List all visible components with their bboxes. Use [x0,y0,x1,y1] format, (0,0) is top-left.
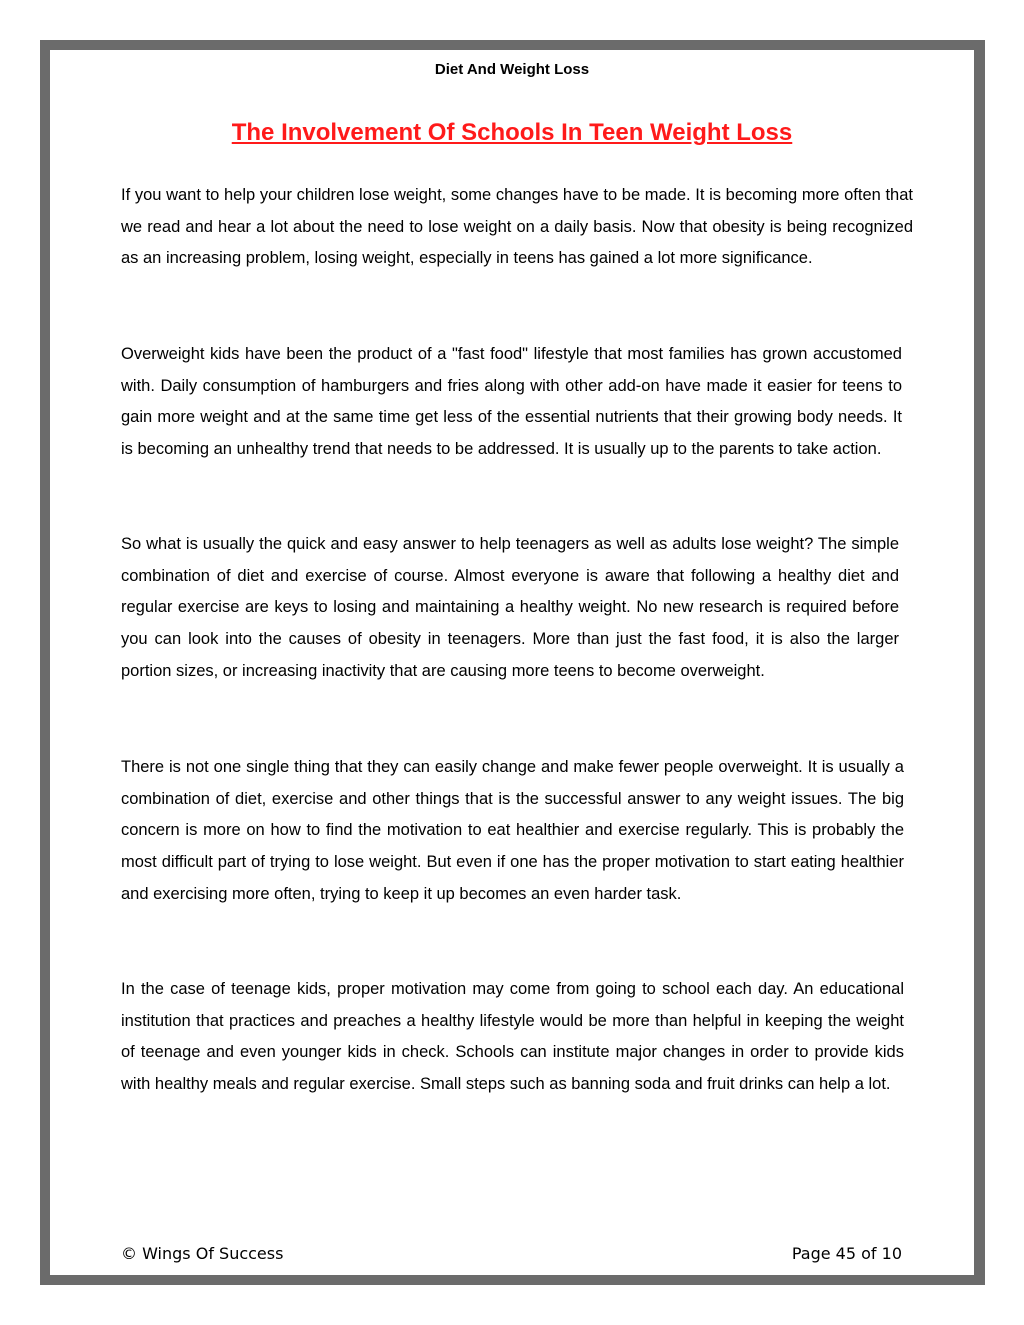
paragraph-1: If you want to help your children lose weight, some changes have to be made. It is becoming more often that we read and hear a lot about the need to lose weight on a daily basis. Now that obesity is being recognized as an increasing problem, losing weight, especially in teens has gained a lot more significance. [121,186,913,268]
paragraph-3: So what is usually the quick and easy answer to help teenagers as well as adults lose weight? The simple combination of diet and exercise of course. Almost everyone is aware that following a healthy diet and regular exercise are keys to losing and maintaining a healthy weight. No new research is required before you can look into the causes of obesity in teenagers. More than just the fast food, it is also the larger portion sizes, or increasing inactivity that are causing more teens to become overweight. [121,535,899,680]
paragraph-5: In the case of teenage kids, proper motivation may come from going to school each day. An educational institution that practices and preaches a healthy lifestyle would be more than helpful in keeping the weight of teenage and even younger kids in check. Schools can institute major changes in order to provide kids with healthy meals and regular exercise. Small steps such as banning soda and fruit drinks can help a lot. [121,980,904,1094]
footer-copyright: © Wings Of Success [121,1244,284,1263]
article-title: The Involvement Of Schools In Teen Weight Loss [231,119,793,146]
running-header: Diet And Weight Loss [434,61,590,78]
paragraph-4: There is not one single thing that they can easily change and make fewer people overweight. It is usually a combination of diet, exercise and other things that is the successful answer to any weight issues. The big concern is more on how to find the motivation to eat healthier and exercise regularly. This is probably the most difficult part of trying to lose weight. But even if one has the proper motivation to start eating healthier and exercising more often, trying to keep it up becomes an even harder task. [121,758,904,903]
footer-page-number: Page 45 of 10 [791,1244,902,1263]
paragraph-2: Overweight kids have been the product of a "fast food" lifestyle that most families has grown accustomed with. Daily consumption of hamburgers and fries along with other add-on have made it easier for teens to gain more weight and at the same time get less of the essential nutrients that their growing body needs. It is becoming an unhealthy trend that needs to be addressed. It is usually up to the parents to take action. [121,345,902,459]
